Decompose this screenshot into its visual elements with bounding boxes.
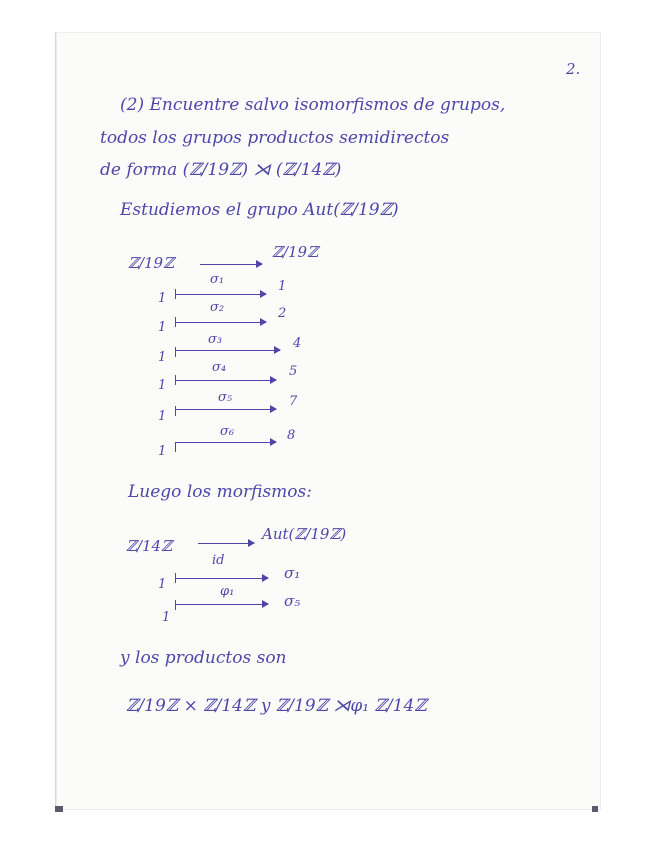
aut-row-3-target: 4: [293, 336, 302, 351]
hom-row-1-arrow: [176, 578, 268, 579]
aut-row-1-target: 1: [278, 279, 287, 294]
aut-row-5-arrow: [176, 409, 276, 410]
problem-line-3: de forma (ℤ/19ℤ) ⋊ (ℤ/14ℤ): [100, 160, 342, 180]
problem-line-2: todos los grupos productos semidirectos: [100, 128, 450, 148]
hom-row-2-target: σ₅: [284, 592, 301, 610]
aut-row-5-target: 7: [289, 394, 298, 409]
aut-row-3-arrow: [176, 350, 280, 351]
aut-row-2-target: 2: [278, 306, 287, 321]
aut-domain: ℤ/19ℤ: [128, 254, 175, 272]
hom-map-arrow: [198, 543, 254, 544]
hom-row-2-source: 1: [162, 610, 171, 625]
hom-row-2-arrow: [176, 604, 268, 605]
hom-row-2-tick: [175, 600, 176, 610]
aut-row-4-source: 1: [158, 378, 167, 393]
aut-row-5-label: σ₅: [218, 390, 233, 405]
aut-row-4-target: 5: [289, 364, 298, 379]
study-title: Estudiemos el grupo Aut(ℤ/19ℤ): [120, 200, 399, 220]
aut-row-2-label: σ₂: [210, 300, 225, 315]
morphisms-title: Luego los morfismos:: [128, 482, 312, 502]
aut-row-1-source: 1: [158, 291, 167, 306]
hom-row-1-label: id: [212, 553, 225, 568]
scan-edge-mark: [592, 806, 598, 812]
aut-row-3-label: σ₃: [208, 332, 223, 347]
aut-row-6-tick: [175, 442, 176, 452]
paper-sheet: [55, 32, 601, 810]
hom-codomain: Aut(ℤ/19ℤ): [262, 525, 347, 543]
hom-row-1-source: 1: [158, 577, 167, 592]
hom-domain: ℤ/14ℤ: [126, 537, 173, 555]
aut-row-6-arrow: [176, 442, 276, 443]
aut-row-4-label: σ₄: [212, 360, 227, 375]
aut-map-arrow: [200, 264, 262, 265]
scan-edge-mark: [55, 806, 63, 812]
problem-line-1: (2) Encuentre salvo isomorfismos de grupos,: [120, 95, 506, 115]
aut-row-5-tick: [175, 406, 176, 416]
aut-row-6-label: σ₆: [220, 424, 235, 439]
aut-row-2-source: 1: [158, 320, 167, 335]
aut-row-6-source: 1: [158, 444, 167, 459]
aut-row-1-arrow: [176, 294, 266, 295]
aut-row-2-arrow: [176, 322, 266, 323]
page-number: 2.: [566, 60, 581, 78]
aut-row-4-arrow: [176, 380, 276, 381]
aut-row-5-source: 1: [158, 409, 167, 424]
products-line: ℤ/19ℤ × ℤ/14ℤ y ℤ/19ℤ ⋊φ₁ ℤ/14ℤ: [126, 696, 427, 716]
aut-row-1-label: σ₁: [210, 272, 225, 287]
aut-row-3-tick: [175, 347, 176, 357]
hom-row-2-label: φ₁: [220, 584, 235, 599]
products-title: y los productos son: [120, 648, 287, 668]
hom-row-1-target: σ₁: [284, 564, 301, 582]
aut-codomain: ℤ/19ℤ: [272, 243, 319, 261]
aut-row-3-source: 1: [158, 350, 167, 365]
aut-row-6-target: 8: [287, 428, 296, 443]
